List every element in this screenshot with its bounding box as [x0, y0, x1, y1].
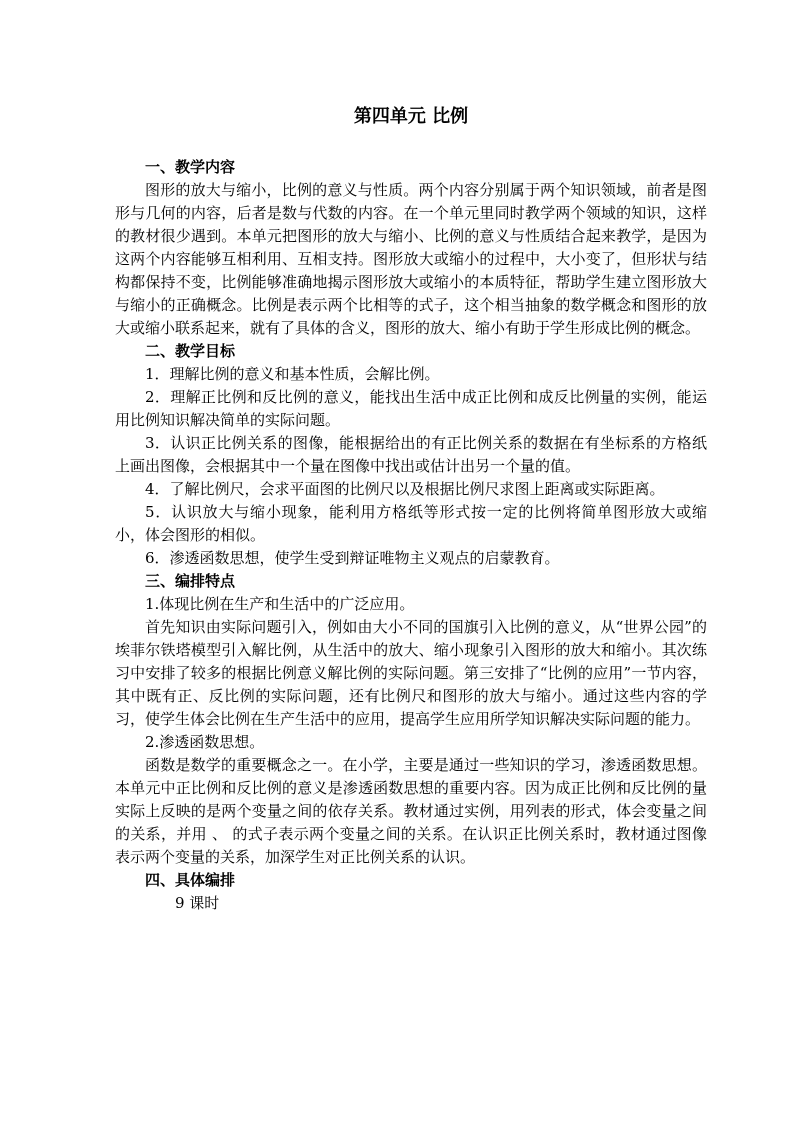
goal-item: 3．认识正比例关系的图像，能根据给出的有正比例关系的数据在有坐标系的方格纸上画出图像，会根据其中一个量在图像中找出或估计出另一个量的值。: [115, 434, 707, 475]
paragraph: 2.渗透函数思想。: [145, 733, 265, 751]
section-heading-specific-arrangement: 四、具体编排: [145, 871, 236, 889]
paragraph: 函数是数学的重要概念之一。在小学，主要是通过一些知识的学习，渗透函数思想。本单元中正比例和反比例的意义是渗透函数思想的重要内容。因为成正比例和反比例的量实际上反映的是两个变量之间的依存关系。教材通过实例，用列表的形式，体会变量之间的关系，并用 、 的式子表示两个变量之间的关系。在认识正比例关系时，教材通过图像表示两个变量的关系，加深学生对正比例关系的认识。: [115, 756, 707, 866]
goal-item: 1．理解比例的意义和基本性质，会解比例。: [145, 365, 440, 383]
goal-item: 6．渗透函数思想，使学生受到辩证唯物主义观点的启蒙教育。: [145, 549, 560, 567]
section-heading-teaching-content: 一、教学内容: [145, 158, 236, 176]
section-heading-arrangement-features: 三、编排特点: [145, 572, 236, 590]
document-title: 第四单元 比例: [353, 106, 469, 127]
lesson-count: 9 课时: [175, 894, 220, 912]
goal-item: 2．理解正比例和反比例的意义，能找出生活中成正比例和成反比例量的实例，能运用比例知识解决简单的实际问题。: [115, 388, 707, 429]
goal-item: 5．认识放大与缩小现象，能利用方格纸等形式按一定的比例将简单图形放大或缩小，体会图形的相似。: [115, 503, 707, 544]
section-heading-teaching-goals: 二、教学目标: [145, 342, 236, 360]
document-page: [115, 104, 707, 915]
paragraph: 1.体现比例在生产和生活中的广泛应用。: [145, 595, 415, 613]
goal-item: 4．了解比例尺，会求平面图的比例尺以及根据比例尺求图上距离或实际距离。: [145, 480, 665, 498]
paragraph: 首先知识由实际问题引入，例如由大小不同的国旗引入比例的意义，从“世界公园”的埃菲尔铁塔模型引入解比例，从生活中的放大、缩小现象引入图形的放大和缩小。其次练习中安排了较多的根据比例意义解比例的实际问题。第三安排了“比例的应用”一节内容，其中既有正、反比例的实际问题，还有比例尺和图形的放大与缩小。通过这些内容的学习，使学生体会比例在生产生活中的应用，提高学生应用所学知识解决实际问题的能力。: [115, 618, 707, 728]
paragraph: 图形的放大与缩小，比例的意义与性质。两个内容分别属于两个知识领域，前者是图形与几何的内容，后者是数与代数的内容。在一个单元里同时教学两个领域的知识，这样的教材很少遇到。本单元把图形的放大与缩小、比例的意义与性质结合起来教学，是因为这两个内容能够互相利用、互相支持。图形放大或缩小的过程中，大小变了，但形状与结构都保持不变，比例能够准确地揭示图形放大或缩小的本质特征，帮助学生建立图形放大与缩小的正确概念。比例是表示两个比相等的式子，这个相当抽象的数学概念和图形的放大或缩小联系起来，就有了具体的含义，图形的放大、缩小有助于学生形成比例的概念。: [115, 181, 707, 337]
